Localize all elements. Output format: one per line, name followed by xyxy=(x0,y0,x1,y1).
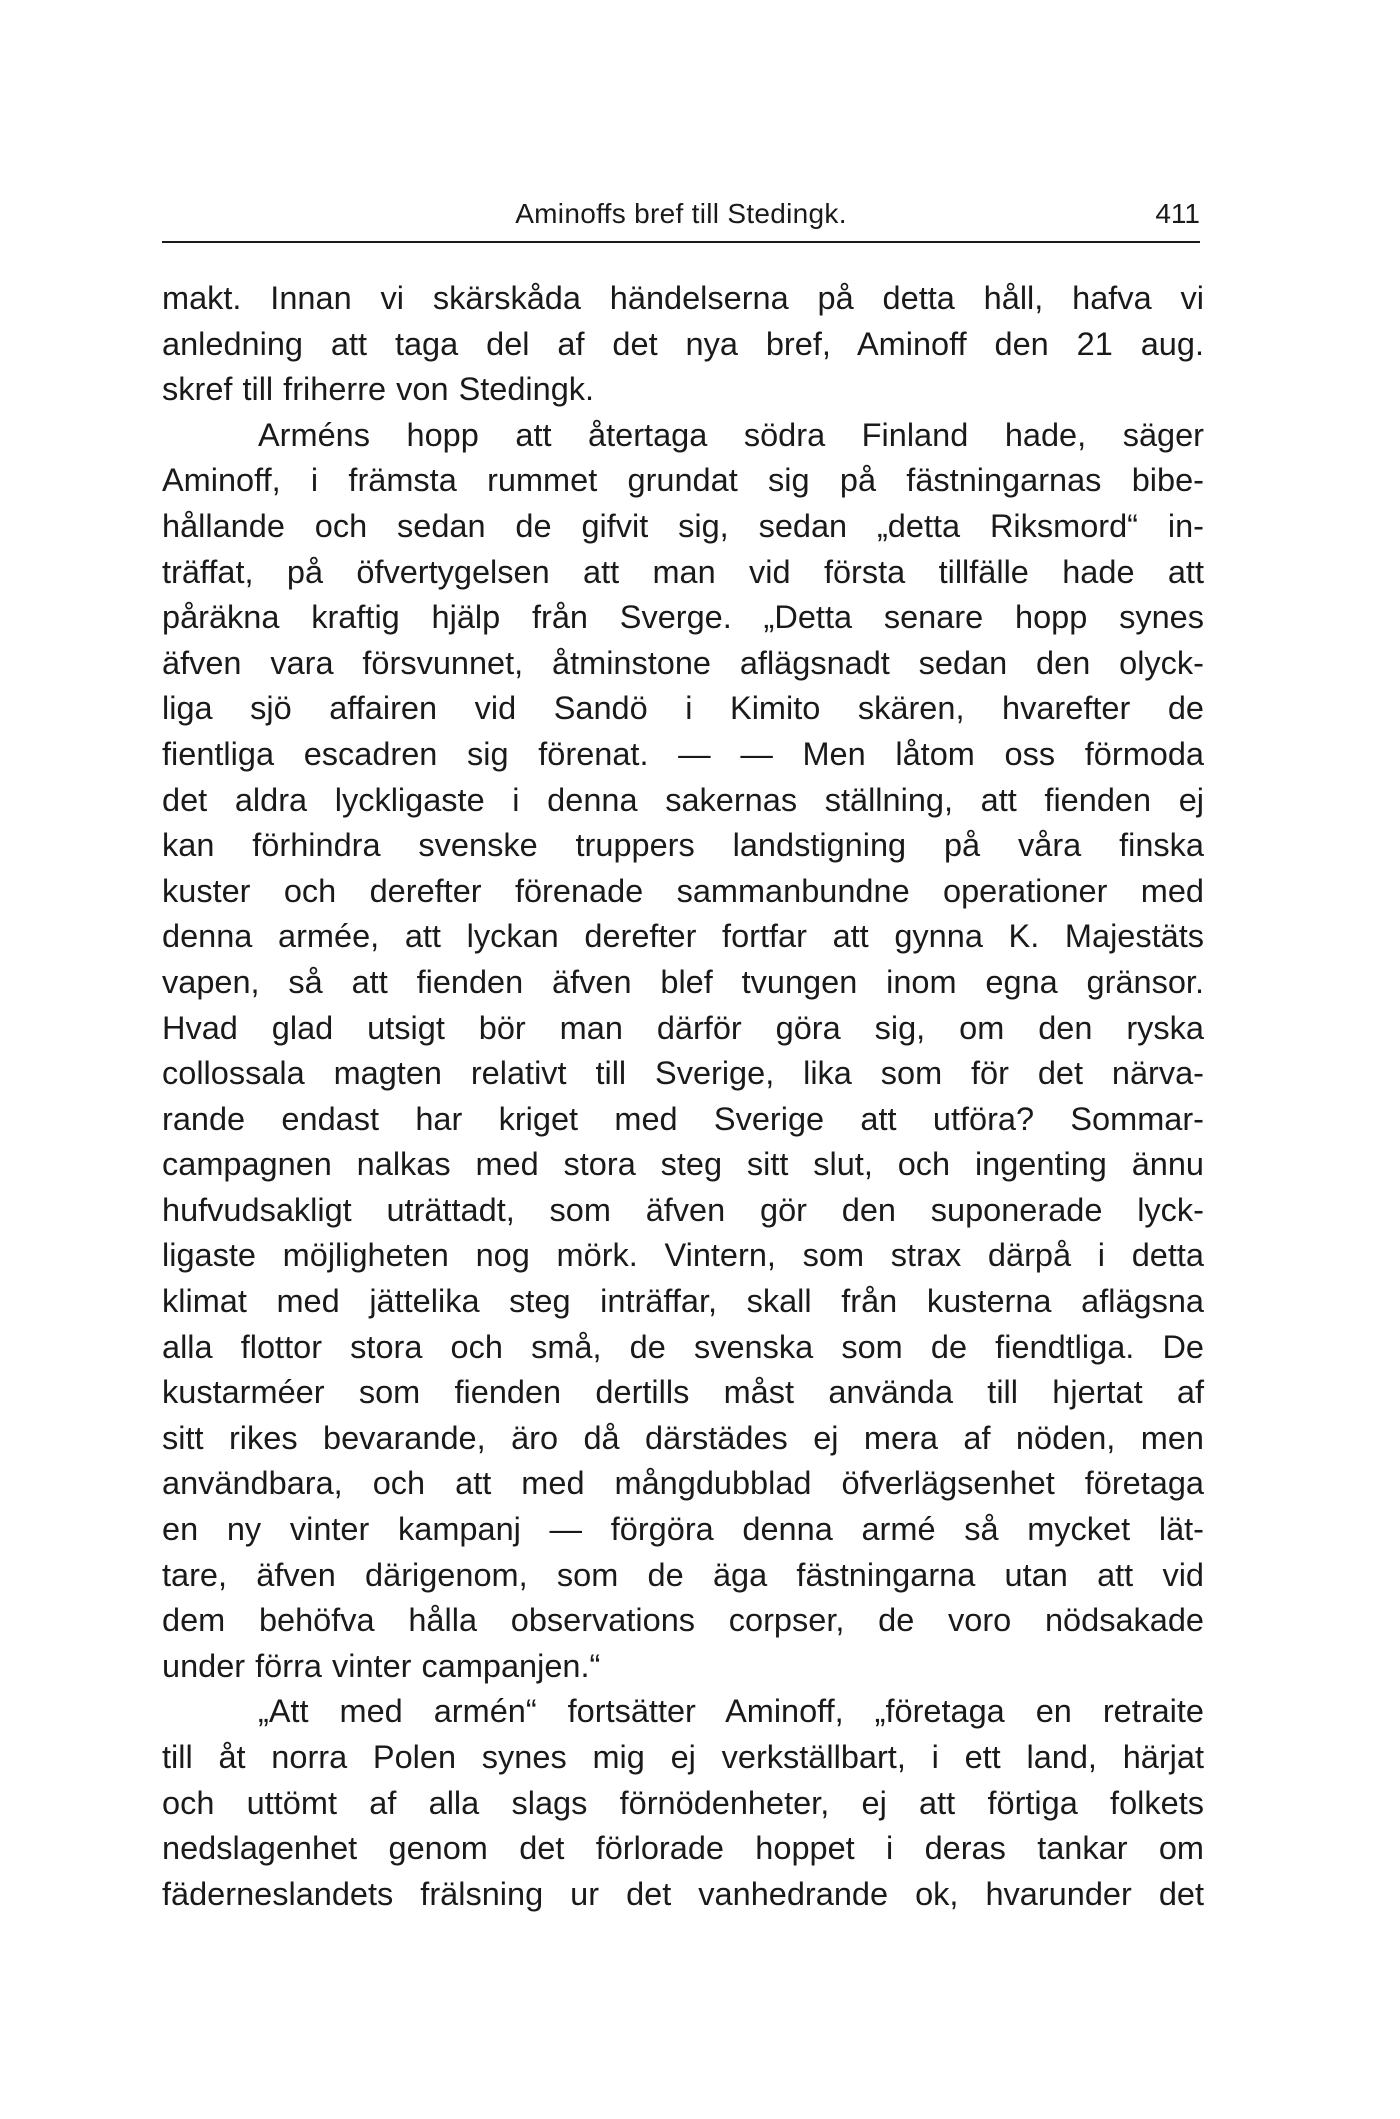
text-line: fientliga escadren sig förenat. — — Men låtom oss förmoda xyxy=(162,735,1204,772)
text-line: alla flottor stora och små, de svenska som de fiendtliga. De xyxy=(162,1328,1204,1365)
text-line: kan förhindra svenske truppers landstigning på våra finska xyxy=(162,827,1204,864)
text-line: kustarméer som fienden dertills måst använda till hjertat af xyxy=(162,1374,1204,1411)
running-title: Aminoffs bref till Stedingk. xyxy=(515,198,847,229)
text-line: sitt rikes bevarande, äro då därstädes ej mera af nöden, men xyxy=(162,1419,1204,1456)
body-text xyxy=(162,276,1204,1917)
text-line: användbara, och att med mångdubblad öfverlägsenhet företaga xyxy=(162,1465,1204,1502)
text-line: anledning att taga del af det nya bref, Aminoff den 21 aug. xyxy=(162,325,1204,362)
text-line: en ny vinter kampanj — förgöra denna armé så mycket lät- xyxy=(162,1511,1204,1548)
running-head xyxy=(162,194,1200,234)
text-line: fäderneslandets frälsning ur det vanhedrande ok, hvarunder det xyxy=(162,1875,1204,1912)
text-line: till åt norra Polen synes mig ej verkställbart, i ett land, härjat xyxy=(162,1739,1204,1775)
text-line: ligaste möjligheten nog mörk. Vintern, som strax därpå i detta xyxy=(162,1237,1204,1274)
text-line: rande endast har kriget med Sverige att utföra? Sommar- xyxy=(162,1100,1204,1137)
text-line: Aminoff, i främsta rummet grundat sig på fästningarnas bibe- xyxy=(162,462,1204,499)
text-line: nedslagenhet genom det förlorade hoppet i deras tankar om xyxy=(162,1830,1204,1867)
text-line: makt. Innan vi skärskåda händelserna på detta håll, hafva vi xyxy=(162,280,1204,316)
text-line: campagnen nalkas med stora steg sitt slut, och ingenting ännu xyxy=(162,1146,1204,1183)
header-rule xyxy=(162,241,1200,243)
text-line: klimat med jättelika steg inträffar, skall från kusterna aflägsna xyxy=(162,1283,1204,1320)
text-line: under förra vinter campanjen.“ xyxy=(162,1647,601,1684)
text-line: träffat, på öfvertygelsen att man vid första tillfälle hade att xyxy=(162,553,1204,590)
text-line: dem behöfva hålla observations corpser, de voro nödsakade xyxy=(162,1602,1204,1639)
text-line: hållande och sedan de gifvit sig, sedan „detta Riksmord“ in- xyxy=(162,507,1204,544)
text-line: „Att med armén“ fortsätter Aminoff, „företaga en retraite xyxy=(258,1693,1204,1730)
text-line: påräkna kraftig hjälp från Sverge. „Detta senare hopp synes xyxy=(162,599,1204,636)
text-line: äfven vara försvunnet, åtminstone aflägsnadt sedan den olyck- xyxy=(162,644,1204,681)
text-line: vapen, så att fienden äfven blef tvungen inom egna gränsor. xyxy=(162,963,1204,1000)
text-line: tare, äfven därigenom, som de äga fästningarna utan att vid xyxy=(162,1556,1204,1593)
text-line: kuster och derefter förenade sammanbundne operationer med xyxy=(162,872,1204,909)
text-line: Arméns hopp att återtaga södra Finland hade, säger xyxy=(258,416,1204,453)
text-line: det aldra lyckligaste i denna sakernas ställning, att fienden ej xyxy=(162,781,1204,818)
text-line: Hvad glad utsigt bör man därför göra sig, om den ryska xyxy=(162,1009,1204,1046)
text-line: hufvudsakligt uträttadt, som äfven gör den suponerade lyck- xyxy=(162,1191,1204,1228)
text-line: och uttömt af alla slags förnödenheter, ej att förtiga folkets xyxy=(162,1784,1204,1821)
page-number: 411 xyxy=(1155,198,1200,229)
text-line: skref till friherre von Stedingk. xyxy=(162,371,595,408)
text-line: liga sjö affairen vid Sandö i Kimito skären, hvarefter de xyxy=(162,690,1204,727)
text-line: collossala magten relativt till Sverige, lika som för det närva- xyxy=(162,1055,1204,1092)
text-line: denna armée, att lyckan derefter fortfar att gynna K. Majestäts xyxy=(162,918,1204,955)
